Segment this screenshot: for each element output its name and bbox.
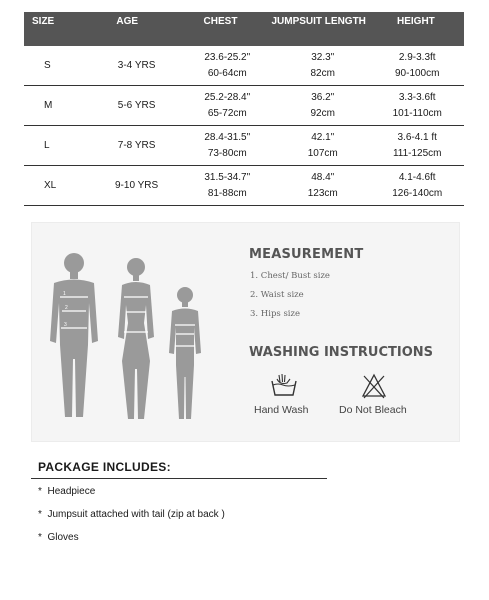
measurement-title: MEASUREMENT bbox=[249, 247, 364, 262]
chest-inches: 23.6-25.2" bbox=[204, 51, 251, 63]
chest-inches: 28.4-31.5" bbox=[204, 131, 251, 143]
measurement-item-chest: 1. Chest/ Bust size bbox=[250, 271, 330, 281]
length-inches: 36.2" bbox=[311, 91, 335, 103]
length-cm: 82cm bbox=[310, 68, 335, 80]
height-ft: 4.1-4.6ft bbox=[398, 171, 436, 183]
do-not-bleach-label: Do Not Bleach bbox=[339, 404, 407, 416]
cell-size: XL bbox=[44, 180, 57, 191]
cell-length bbox=[275, 86, 370, 125]
height-cm: 101-110cm bbox=[392, 108, 442, 120]
cell-size: S bbox=[44, 60, 51, 71]
cell-length bbox=[275, 46, 370, 85]
cell-height bbox=[370, 126, 464, 165]
chest-cm: 81-88cm bbox=[207, 188, 247, 200]
length-inches: 48.4" bbox=[311, 171, 335, 183]
length-cm: 107cm bbox=[307, 148, 338, 160]
package-item-label: Jumpsuit attached with tail (zip at back ) bbox=[47, 509, 225, 520]
hand-wash-label: Hand Wash bbox=[254, 404, 309, 416]
measurement-item-hips: 3. Hips size bbox=[250, 309, 301, 319]
bullet: * bbox=[38, 486, 42, 497]
height-cm: 90-100cm bbox=[394, 68, 440, 80]
table-header-row bbox=[24, 12, 464, 46]
body-measurement-figures bbox=[40, 231, 232, 433]
marker-chest: 1 bbox=[63, 291, 66, 297]
cell-size: M bbox=[44, 100, 53, 111]
chest-cm: 60-64cm bbox=[207, 68, 247, 80]
header-chest: CHEST bbox=[203, 16, 238, 27]
list-item bbox=[38, 486, 95, 497]
cell-age: 5-6 YRS bbox=[117, 100, 156, 111]
table-row bbox=[24, 46, 464, 86]
cell-height bbox=[370, 86, 464, 125]
cell-height bbox=[370, 166, 464, 205]
hand-wash-icon bbox=[270, 373, 298, 399]
package-item-label: Gloves bbox=[47, 532, 79, 543]
chest-cm: 73-80cm bbox=[207, 148, 247, 160]
chest-inches: 25.2-28.4" bbox=[204, 91, 251, 103]
cell-chest bbox=[180, 86, 275, 125]
cell-chest bbox=[180, 46, 275, 85]
measurement-card bbox=[31, 222, 460, 442]
list-item bbox=[38, 509, 225, 520]
child-figure bbox=[169, 287, 201, 419]
cell-chest bbox=[180, 126, 275, 165]
cell-age: 3-4 YRS bbox=[117, 60, 156, 71]
height-ft: 2.9-3.3ft bbox=[398, 51, 436, 63]
list-item bbox=[38, 532, 79, 543]
package-divider bbox=[31, 478, 327, 479]
cell-size: L bbox=[44, 140, 50, 151]
cell-chest bbox=[180, 166, 275, 205]
height-cm: 111-125cm bbox=[392, 148, 442, 160]
washing-title: WASHING INSTRUCTIONS bbox=[249, 345, 434, 360]
adult-male-figure bbox=[50, 253, 98, 417]
size-chart-table bbox=[24, 12, 464, 206]
cell-age: 9-10 YRS bbox=[115, 180, 159, 191]
package-title: PACKAGE INCLUDES: bbox=[38, 460, 171, 474]
height-ft: 3.3-3.6ft bbox=[398, 91, 436, 103]
table-row bbox=[24, 86, 464, 126]
length-inches: 42.1" bbox=[311, 131, 335, 143]
cell-age: 7-8 YRS bbox=[117, 140, 156, 151]
measurement-item-waist: 2. Waist size bbox=[250, 290, 304, 300]
do-not-bleach-icon bbox=[361, 373, 387, 399]
adult-female-figure bbox=[118, 258, 154, 419]
marker-waist: 2 bbox=[65, 305, 68, 311]
table-row bbox=[24, 126, 464, 166]
marker-hips: 3 bbox=[64, 322, 67, 328]
header-age: AGE bbox=[116, 16, 139, 27]
header-jumpsuit-length: JUMPSUIT LENGTH bbox=[271, 16, 366, 27]
height-ft: 3.6-4.1 ft bbox=[397, 131, 437, 143]
package-item-label: Headpiece bbox=[47, 486, 96, 497]
cell-length bbox=[275, 166, 370, 205]
chest-cm: 65-72cm bbox=[207, 108, 247, 120]
chest-inches: 31.5-34.7" bbox=[204, 171, 251, 183]
cell-height bbox=[370, 46, 464, 85]
bullet: * bbox=[38, 532, 42, 543]
cell-length bbox=[275, 126, 370, 165]
bullet: * bbox=[38, 509, 42, 520]
height-cm: 126-140cm bbox=[392, 188, 443, 200]
header-height: HEIGHT bbox=[397, 16, 435, 27]
length-cm: 92cm bbox=[310, 108, 335, 120]
header-size: SIZE bbox=[32, 16, 55, 27]
length-cm: 123cm bbox=[307, 188, 338, 200]
table-row bbox=[24, 166, 464, 206]
length-inches: 32.3" bbox=[311, 51, 335, 63]
